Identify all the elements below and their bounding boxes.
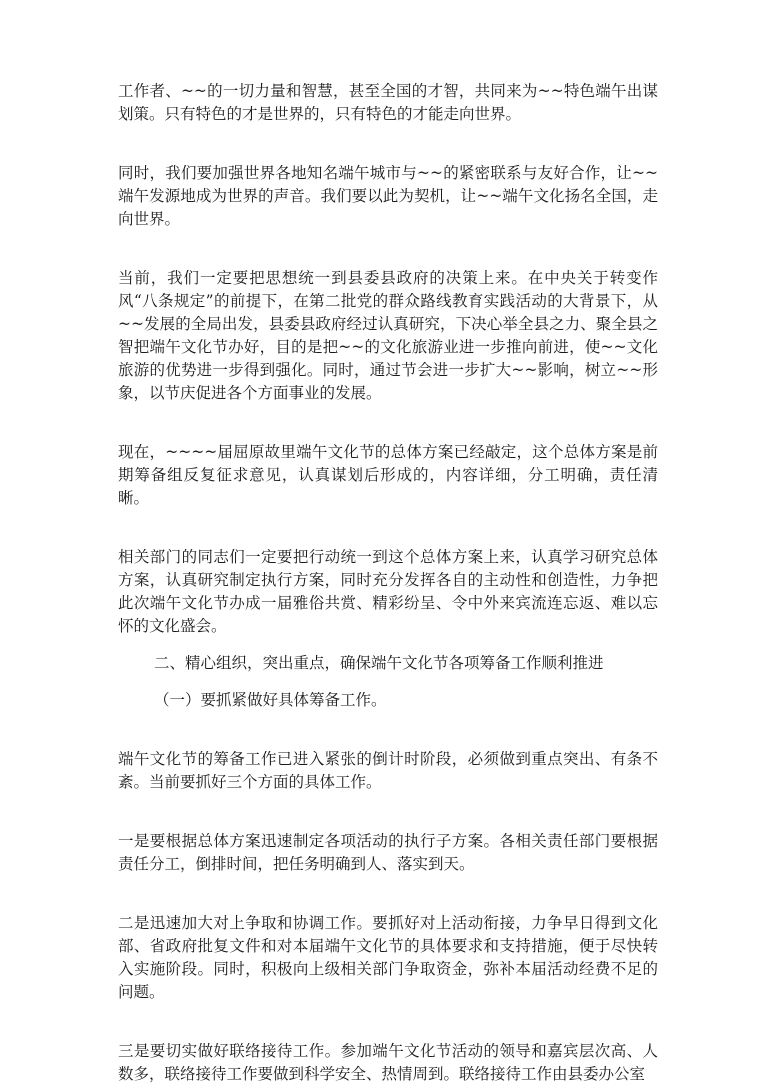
paragraph-cooperation: 同时，我们要加强世界各地知名端午城市与~~的紧密联系与友好合作，让~~端午发源地成为世界的声音。我们要以此为契机，让~~端午文化扬名全国，走向世界。 — [118, 164, 658, 228]
paragraph-item-2: 二是迅速加大对上争取和协调工作。要抓好对上活动衔接，力争早日得到文化部、省政府批复文件和对本届端午文化节的具体要求和支持措施，便于尽快转入实施阶段。同时，积极向上级相关部门争取资金，弥补本届活动经费不足的问题。 — [118, 914, 658, 1001]
subsection-heading-1: （一）要抓紧做好具体筹备工作。 — [154, 691, 387, 709]
section-heading-2: 二、精心组织，突出重点，确保端午文化节各项筹备工作顺利推进 — [154, 654, 604, 672]
paragraph-item-3: 三是要切实做好联络接待工作。参加端午文化节活动的领导和嘉宾层次高、人数多，联络接待工作要做到科学安全、热情周到。联络接待工作由县委办公室 — [118, 1042, 658, 1083]
paragraph-talent: 工作者、~~的一切力量和智慧，甚至全国的才智，共同来为~~特色端午出谋划策。只有特色的才是世界的，只有特色的才能走向世界。 — [118, 82, 658, 123]
paragraph-overall-plan: 现在，~~~~届屈原故里端午文化节的总体方案已经敲定，这个总体方案是前期筹备组反复征求意见，认真谋划后形成的，内容详细，分工明确，责任清晰。 — [118, 443, 658, 507]
paragraph-unify-action: 相关部门的同志们一定要把行动统一到这个总体方案上来，认真学习研究总体方案，认真研究制定执行方案，同时充分发挥各自的主动性和创造性，力争把此次端午文化节办成一届雅俗共赏、精彩纷呈、令中外来宾流连忘返、难以忘怀的文化盛会。 — [118, 548, 658, 635]
document-body — [118, 80, 658, 1086]
paragraph-item-1: 一是要根据总体方案迅速制定各项活动的执行子方案。各相关责任部门要根据责任分工，倒排时间，把任务明确到人、落实到天。 — [118, 832, 658, 873]
paragraph-unify-thinking: 当前，我们一定要把思想统一到县委县政府的决策上来。在中央关于转变作风“八条规定”的前提下，在第二批党的群众路线教育实践活动的大背景下，从~~发展的全局出发，县委县政府经过认真研究，下决心举全县之力、聚全县之智把端午文化节办好，目的是把~~的文化旅游业进一步推向前进，使~~文化旅游的优势进一步得到强化。同时，通过节会进一步扩大~~影响，树立~~形象，以节庆促进各个方面事业的发展。 — [118, 269, 658, 402]
paragraph-preparation: 端午文化节的筹备工作已进入紧张的倒计时阶段，必须做到重点突出、有条不紊。当前要抓好三个方面的具体工作。 — [118, 750, 658, 791]
